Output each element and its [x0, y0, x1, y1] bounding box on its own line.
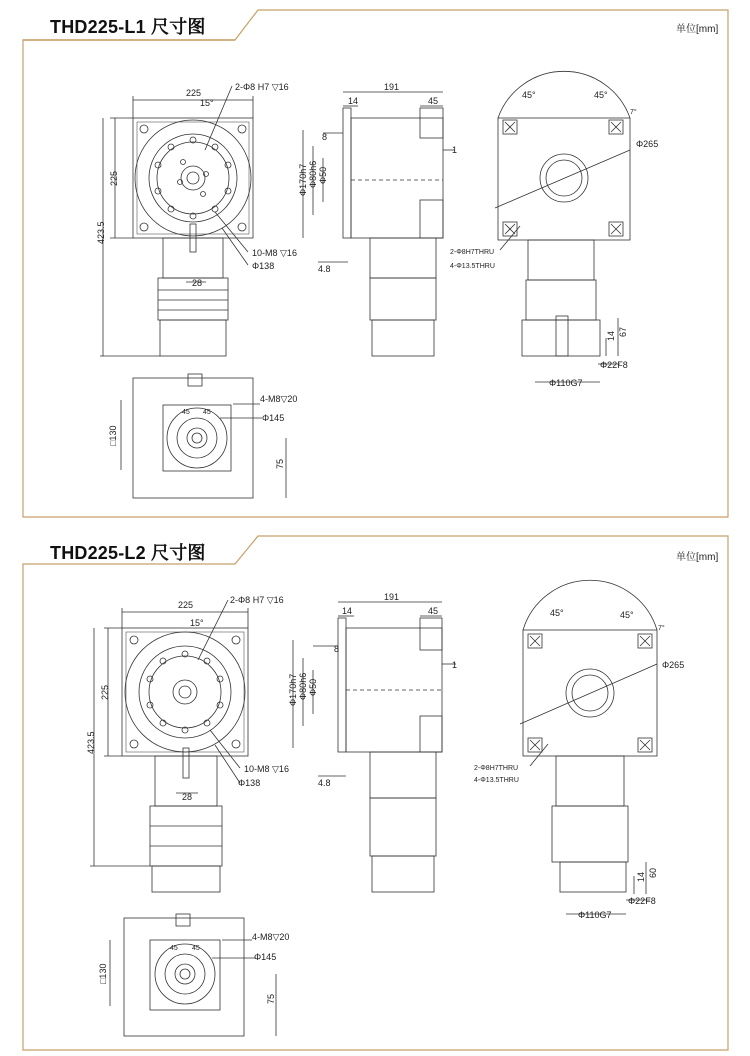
dim-67: 67: [618, 326, 628, 337]
dim-height-225: 225: [100, 684, 110, 700]
dim-14: 14: [348, 96, 359, 106]
dim-45c: 45: [182, 409, 190, 416]
dim-45d: 45: [192, 945, 200, 952]
dim-phi265: Φ265: [662, 660, 685, 670]
dim-bolt-thru: 4-Φ13.5THRU: [474, 777, 519, 784]
dim-phi265: Φ265: [636, 139, 659, 149]
dim-67: 60: [648, 867, 658, 878]
unit-label: 单位[mm]: [676, 552, 719, 563]
dim-angle-45b: 45°: [620, 610, 634, 620]
dim-total-423: 423.5: [96, 221, 106, 244]
dim-angle-45b: 45°: [594, 90, 608, 100]
dim-pin-holes: 2-Φ8 H7 ▽16: [230, 595, 284, 605]
dim-phi80: Φ80h6: [308, 160, 318, 188]
unit-label: 单位[mm]: [676, 24, 719, 35]
dim-width-225: 225: [178, 600, 194, 610]
section-l1: [0, 0, 750, 520]
dim-phi110: Φ110G7: [578, 910, 612, 920]
dim-width-225: 225: [186, 88, 202, 98]
dim-phi22: Φ22F8: [628, 896, 656, 906]
dim-phi170: Φ170h7: [288, 673, 298, 706]
dim-bolt-thru: 4-Φ13.5THRU: [450, 263, 495, 270]
dim-m8-20: 4-M8▽20: [252, 932, 290, 942]
dim-8: 8: [322, 132, 328, 142]
dim-tapped-holes: 10-M8 ▽16: [252, 248, 297, 258]
dim-pin-holes: 2-Φ8 H7 ▽16: [235, 82, 289, 92]
dim-length-191: 191: [384, 82, 400, 92]
dim-phi110: Φ110G7: [549, 378, 583, 388]
dim-45d: 45: [203, 409, 211, 416]
drawing-l1: [0, 0, 750, 520]
dim-pin-thru: 2-Φ8H7THRU: [474, 765, 519, 772]
dim-tapped-holes: 10-M8 ▽16: [244, 764, 289, 774]
dim-pin-thru: 2-Φ8H7THRU: [450, 249, 495, 256]
dim-length-191: 191: [384, 592, 400, 602]
dim-angle-45a: 45°: [550, 608, 564, 618]
dim-angle-7: 7°: [658, 625, 665, 632]
drawing-l2: [0, 530, 750, 1056]
dim-75: 75: [266, 993, 276, 1004]
dim-total-423: 423.5: [86, 731, 96, 754]
dim-pcd-138: Φ138: [238, 778, 261, 788]
dim-1: 1: [452, 660, 458, 670]
dim-45: 45: [428, 96, 439, 106]
dim-4-8: 4.8: [318, 264, 331, 274]
section-title: THD225-L1 尺寸图: [50, 17, 206, 37]
dim-angle-45a: 45°: [522, 90, 536, 100]
dim-phi80: Φ80h6: [298, 672, 308, 700]
dim-phi22: Φ22F8: [600, 360, 628, 370]
dim-phi145: Φ145: [262, 413, 285, 423]
dim-14b: 14: [606, 330, 616, 341]
dim-phi50: Φ50: [318, 166, 328, 184]
dim-75: 75: [275, 458, 285, 469]
dim-45c: 45: [170, 945, 178, 952]
dim-phi170: Φ170h7: [298, 163, 308, 196]
dim-phi50: Φ50: [308, 678, 318, 696]
dim-pcd-138: Φ138: [252, 261, 275, 271]
dim-sq130: □130: [108, 425, 118, 446]
dim-angle-15: 15°: [200, 98, 214, 108]
dim-key-28: 28: [192, 278, 203, 288]
dim-4-8: 4.8: [318, 778, 331, 788]
dim-m8-20: 4-M8▽20: [260, 394, 298, 404]
dim-14b: 14: [636, 871, 646, 882]
dim-sq130: □130: [98, 963, 108, 984]
dim-45: 45: [428, 606, 439, 616]
dim-angle-15: 15°: [190, 618, 204, 628]
dim-14: 14: [342, 606, 353, 616]
section-title: THD225-L2 尺寸图: [50, 543, 206, 563]
dim-key-28: 28: [182, 792, 193, 802]
dim-angle-7: 7°: [630, 109, 637, 116]
section-l2: [0, 530, 750, 1056]
dim-phi145: Φ145: [254, 952, 277, 962]
dim-1: 1: [452, 145, 458, 155]
dim-8: 8: [334, 644, 340, 654]
dim-height-225: 225: [109, 170, 119, 186]
